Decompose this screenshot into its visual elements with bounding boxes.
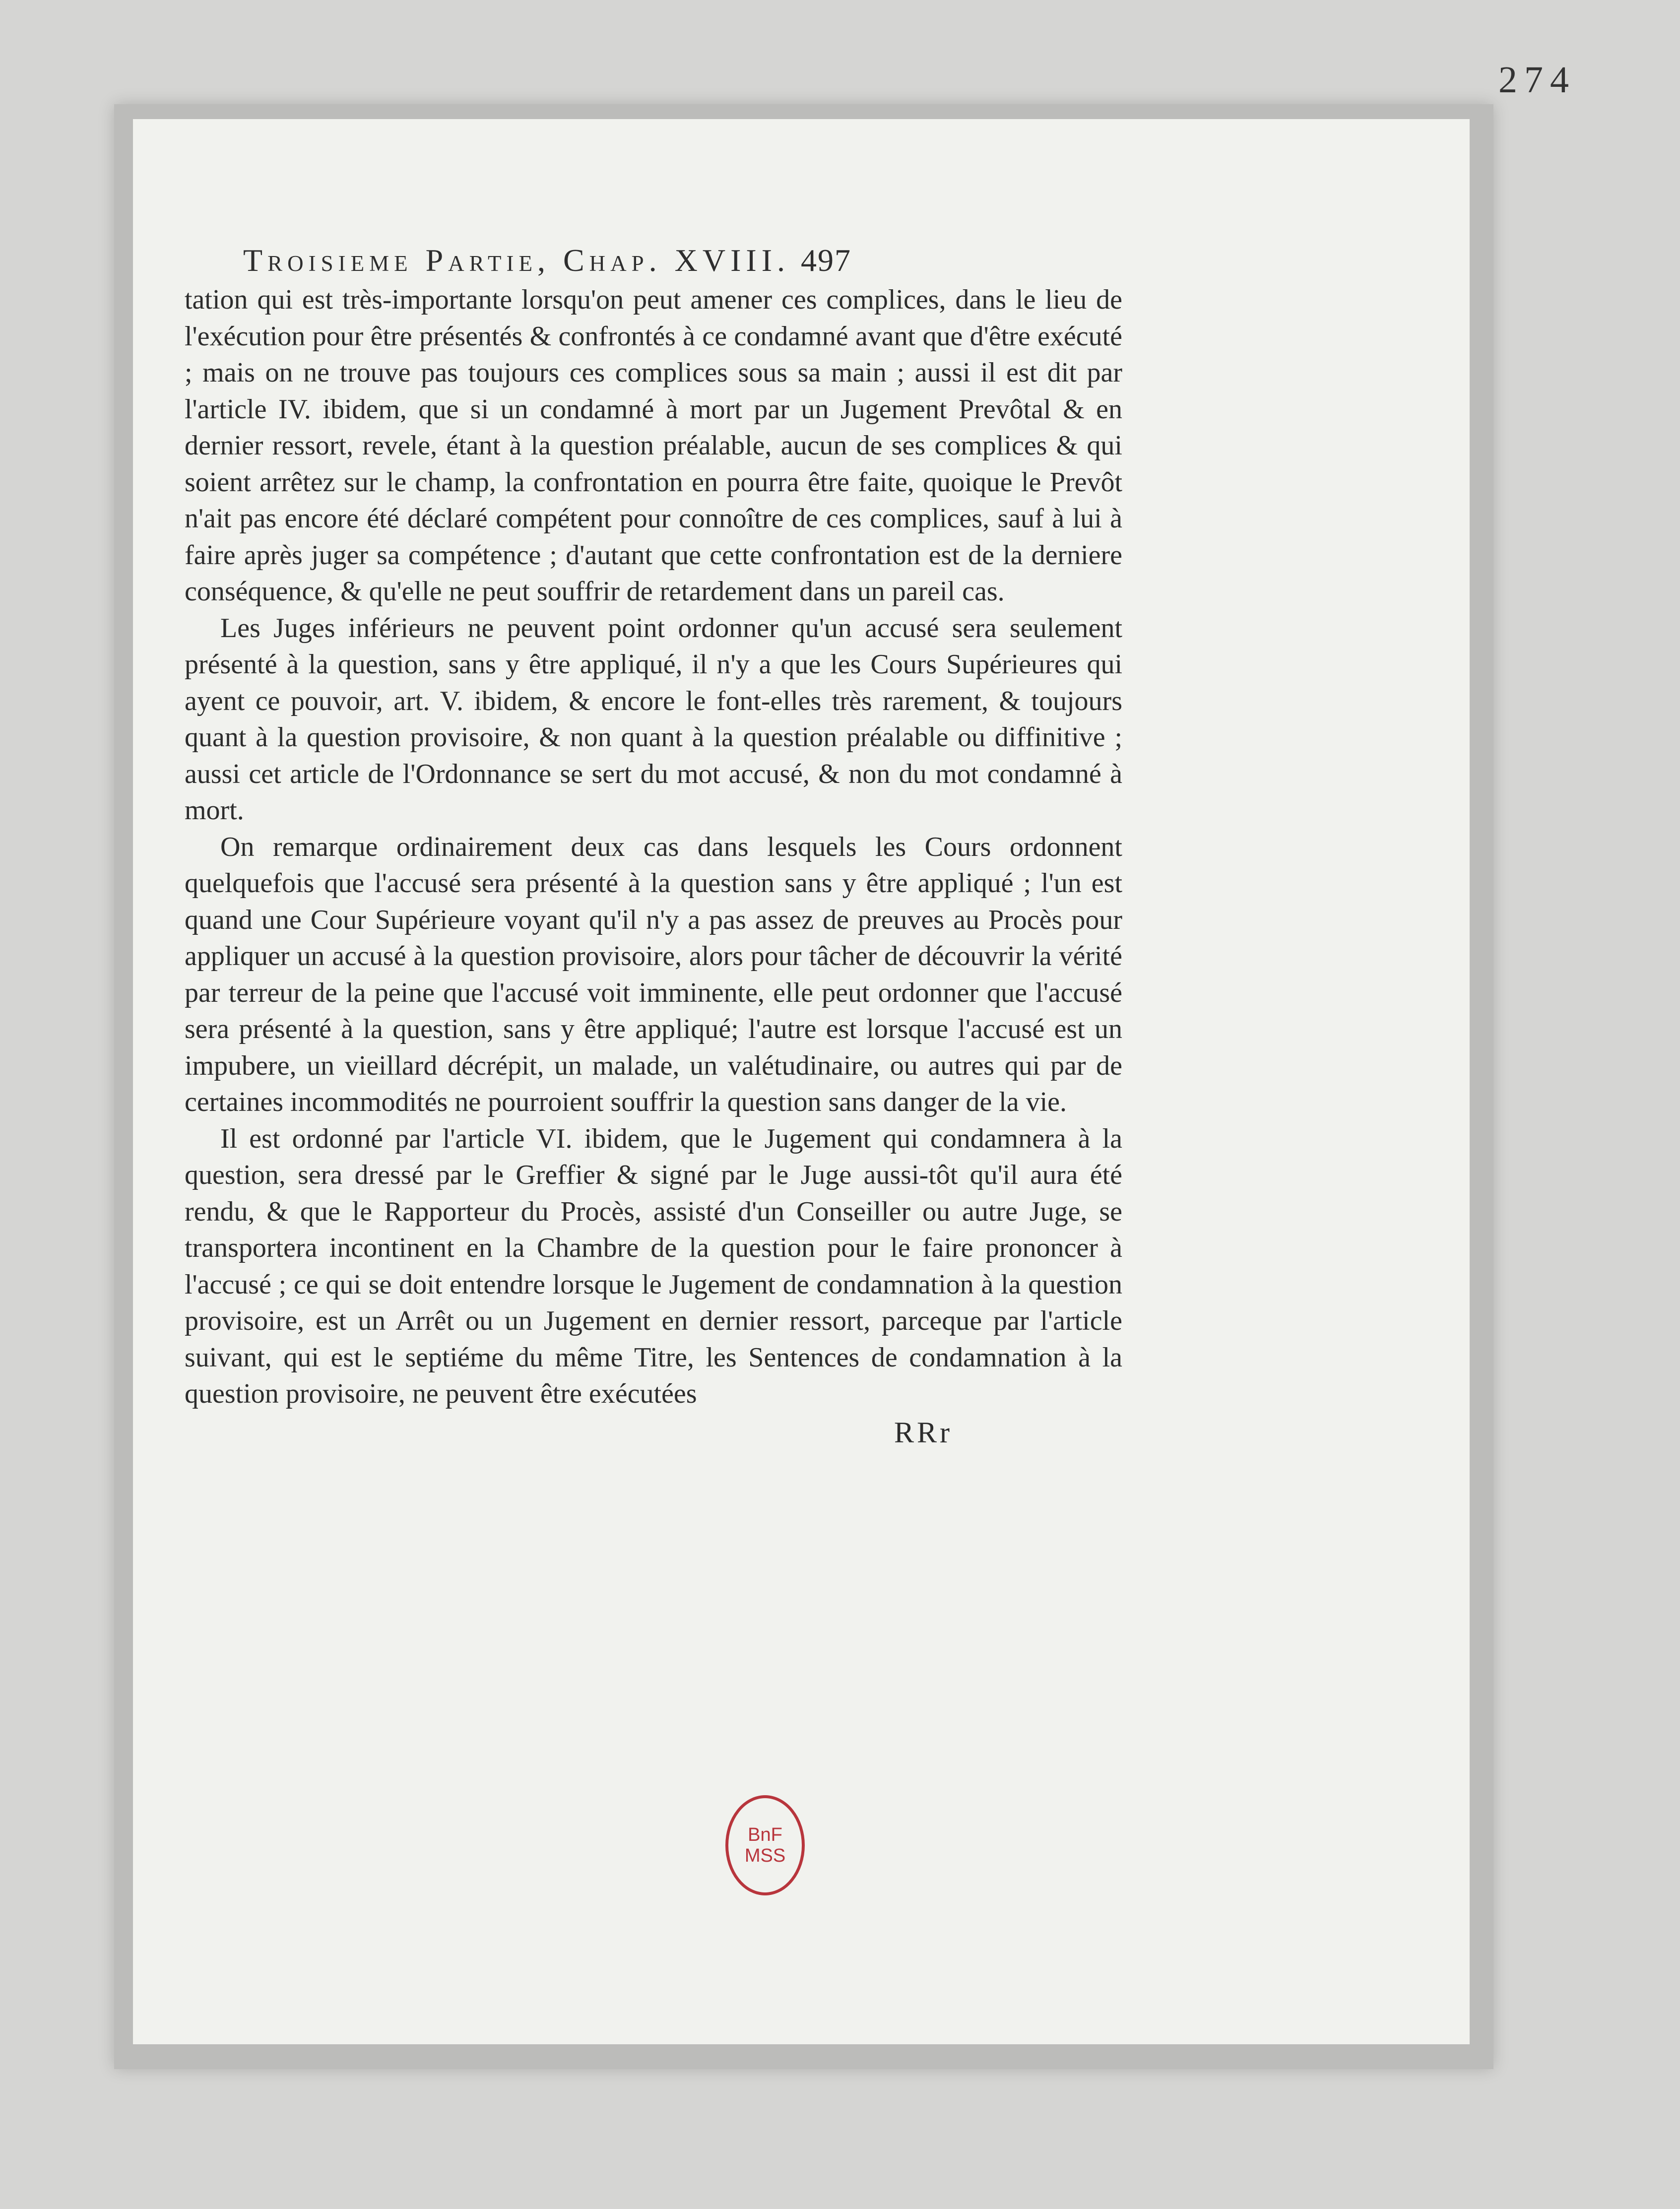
running-head-title: Troisieme Partie, Chap. XVIII. <box>243 243 790 278</box>
paragraph-4: Il est ordonné par l'article VI. ibidem, que le Jugement qui condamnera à la question, sera dressé par le Greffier & signé par le Juge aussi-tôt qu'il aura été rendu, & que le Rapporteur du Procès, assisté d'un Conseiller ou autre Juge, se transportera incontinent en la Chambre de la question pour le faire prononcer à l'accusé ; ce qui se doit entendre lorsque le Jugement de condamnation à la question provisoire, est un Arrêt ou un Jugement en dernier ressort, parceque par l'article suivant, qui est le septiéme du même Titre, les Sentences de condamnation à la question provisoire, ne peuvent être exécutées <box>185 1123 1122 1410</box>
folio-number: 274 <box>1498 59 1576 101</box>
stamp-line-1: BnF <box>748 1824 782 1845</box>
catchword: RRr <box>894 1416 953 1449</box>
running-head <box>243 243 1122 278</box>
running-head-page-number: 497 <box>801 243 852 278</box>
page-text-block <box>185 243 1122 1450</box>
paragraph-1: tation qui est très-importante lorsqu'on peut amener ces complices, dans le lieu de l'exécution pour être présentés & confrontés à ce condamné avant que d'être exécuté ; mais on ne trouve pas toujours ces complices sous sa main ; aussi il est dit par l'article IV. ibidem, que si un condamné à mort par un Jugement Prevôtal & en dernier ressort, revele, étant à la question préalable, aucun de ses complices & qui soient arrêtez sur le champ, la confrontation en pourra être faite, quoique le Prevôt n'ait pas encore été déclaré compétent pour connoître de ces complices, sauf à lui à faire après juger sa compétence ; d'autant que cette confrontation est de la derniere conséquence, & qu'elle ne peut souffrir de retardement dans un pareil cas. <box>185 284 1122 607</box>
paragraph-3: On remarque ordinairement deux cas dans lesquels les Cours ordonnent quelquefois que l'accusé sera présenté à la question sans y être appliqué ; l'un est quand une Cour Supérieure voyant qu'il n'y a pas assez de preuves au Procès pour appliquer un accusé à la question provisoire, alors pour tâcher de découvrir la vérité par terreur de la peine que l'accusé voit imminente, elle peut ordonner que l'accusé sera présenté à la question, sans y être appliqué; l'autre est lorsque l'accusé est un impubere, un vieillard décrépit, un malade, un valétudinaire, ou autres qui par de certaines incommodités ne pourroient souffrir la question sans danger de la vie. <box>185 831 1122 1118</box>
stamp-line-2: MSS <box>744 1845 786 1866</box>
paragraph-2: Les Juges inférieurs ne peuvent point ordonner qu'un accusé sera seulement présenté à la question, sans y être appliqué, il n'y a que les Cours Supérieures qui ayent ce pouvoir, art. V. ibidem, & encore le font-elles très rarement, & toujours quant à la question provisoire, & non quant à la question préalable ou diffinitive ; aussi cet article de l'Ordonnance se sert du mot accusé, & non du mot condamné à mort. <box>185 612 1122 826</box>
library-stamp <box>725 1795 805 1895</box>
